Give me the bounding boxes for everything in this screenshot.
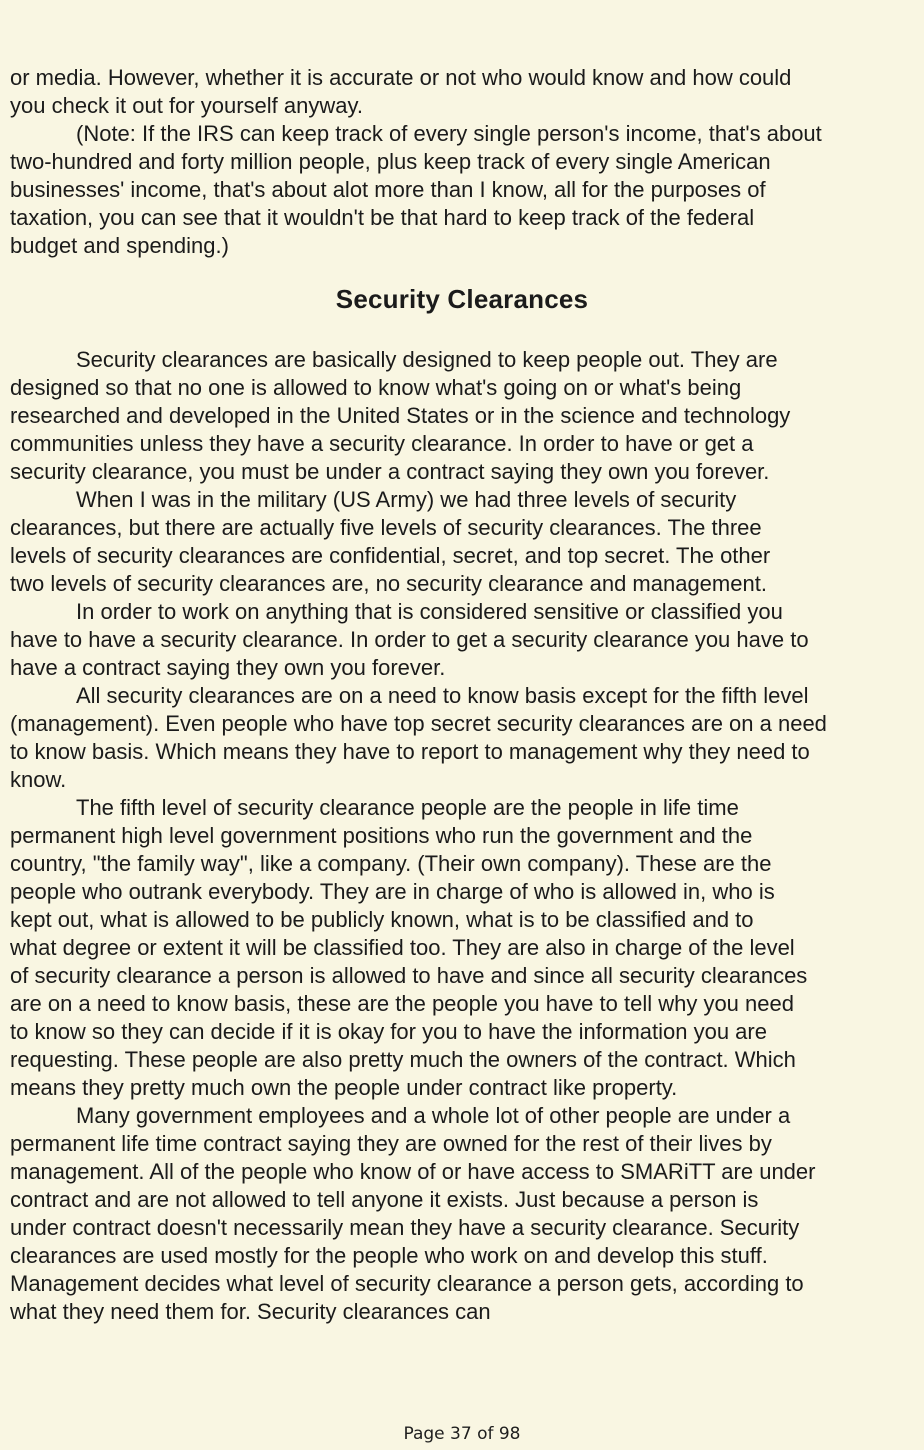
- paragraph-line: In order to work on anything that is considered sensitive or classified you: [76, 599, 783, 624]
- paragraph-line: The fifth level of security clearance people are the people in life time: [76, 795, 739, 820]
- paragraph-line: you check it out for yourself anyway.: [10, 93, 363, 118]
- paragraph-line: means they pretty much own the people under contract like property.: [10, 1075, 678, 1100]
- paragraph-line: have to have a security clearance. In order to get a security clearance you have to: [10, 627, 809, 652]
- paragraph-line: permanent life time contract saying they are owned for the rest of their lives by: [10, 1131, 772, 1156]
- paragraph-line: (management). Even people who have top secret security clearances are on a need: [10, 711, 827, 736]
- paragraph-line: taxation, you can see that it wouldn't be that hard to keep track of the federal: [10, 205, 755, 230]
- paragraph-line: contract and are not allowed to tell anyone it exists. Just because a person is: [10, 1187, 759, 1212]
- paragraph-line: or media. However, whether it is accurate or not who would know and how could: [10, 65, 792, 90]
- paragraph-line: two-hundred and forty million people, plus keep track of every single American: [10, 149, 771, 174]
- paragraph-line: under contract doesn't necessarily mean they have a security clearance. Security: [10, 1215, 800, 1240]
- paragraph-line: kept out, what is allowed to be publicly known, what is to be classified and to: [10, 907, 754, 932]
- paragraph: [10, 1102, 914, 1326]
- paragraph: [10, 486, 914, 598]
- paragraph-line: budget and spending.): [10, 233, 229, 258]
- paragraph-line: clearances are used mostly for the people who work on and develop this stuff.: [10, 1243, 768, 1268]
- paragraph: [10, 794, 914, 1102]
- paragraph-line: When I was in the military (US Army) we had three levels of security: [76, 487, 737, 512]
- paragraph-line: clearances, but there are actually five levels of security clearances. The three: [10, 515, 762, 540]
- paragraph: [10, 682, 914, 794]
- paragraph-line: requesting. These people are also pretty much the owners of the contract. Which: [10, 1047, 796, 1072]
- paragraph-line: what they need them for. Security clearances can: [10, 1299, 491, 1324]
- paragraph-line: to know basis. Which means they have to report to management why they need to: [10, 739, 810, 764]
- paragraph-line: researched and developed in the United States or in the science and technology: [10, 403, 791, 428]
- paragraph: [10, 64, 914, 120]
- section-heading: Security Clearances: [335, 284, 589, 314]
- paragraph-line: businesses' income, that's about alot more than I know, all for the purposes of: [10, 177, 766, 202]
- paragraph-line: levels of security clearances are confidential, secret, and top secret. The other: [10, 543, 771, 568]
- paragraph-line: Security clearances are basically designed to keep people out. They are: [76, 347, 778, 372]
- paragraph-line: to know so they can decide if it is okay for you to have the information you are: [10, 1019, 767, 1044]
- paragraph-line: All security clearances are on a need to know basis except for the fifth level: [76, 683, 809, 708]
- paragraph-line: have a contract saying they own you forever.: [10, 655, 446, 680]
- paragraph-line: know.: [10, 767, 67, 792]
- paragraph-line: security clearance, you must be under a contract saying they own you forever.: [10, 459, 770, 484]
- page-number: Page 37 of 98: [403, 1424, 521, 1444]
- paragraph-line: Many government employees and a whole lot of other people are under a: [76, 1103, 791, 1128]
- paragraph: [10, 346, 914, 486]
- paragraph-line: country, "the family way", like a company. (Their own company). These are the: [10, 851, 772, 876]
- paragraph-line: what degree or extent it will be classified too. They are also in charge of the level: [10, 935, 795, 960]
- paragraph-line: designed so that no one is allowed to know what's going on or what's being: [10, 375, 742, 400]
- paragraph-line: people who outrank everybody. They are in charge of who is allowed in, who is: [10, 879, 775, 904]
- paragraph-line: permanent high level government positions who run the government and the: [10, 823, 753, 848]
- paragraph-line: are on a need to know basis, these are the people you have to tell why you need: [10, 991, 794, 1016]
- paragraph-line: (Note: If the IRS can keep track of every single person's income, that's about: [76, 121, 822, 146]
- paragraph-line: of security clearance a person is allowed to have and since all security clearances: [10, 963, 808, 988]
- page-footer: [0, 1424, 924, 1444]
- paragraph-line: two levels of security clearances are, no security clearance and management.: [10, 571, 767, 596]
- paragraph: [10, 120, 914, 260]
- paragraph-line: communities unless they have a security clearance. In order to have or get a: [10, 431, 754, 456]
- paragraph: [10, 598, 914, 682]
- paragraph-line: management. All of the people who know of or have access to SMARiTT are under: [10, 1159, 816, 1184]
- paragraph-line: Management decides what level of security clearance a person gets, according to: [10, 1271, 804, 1296]
